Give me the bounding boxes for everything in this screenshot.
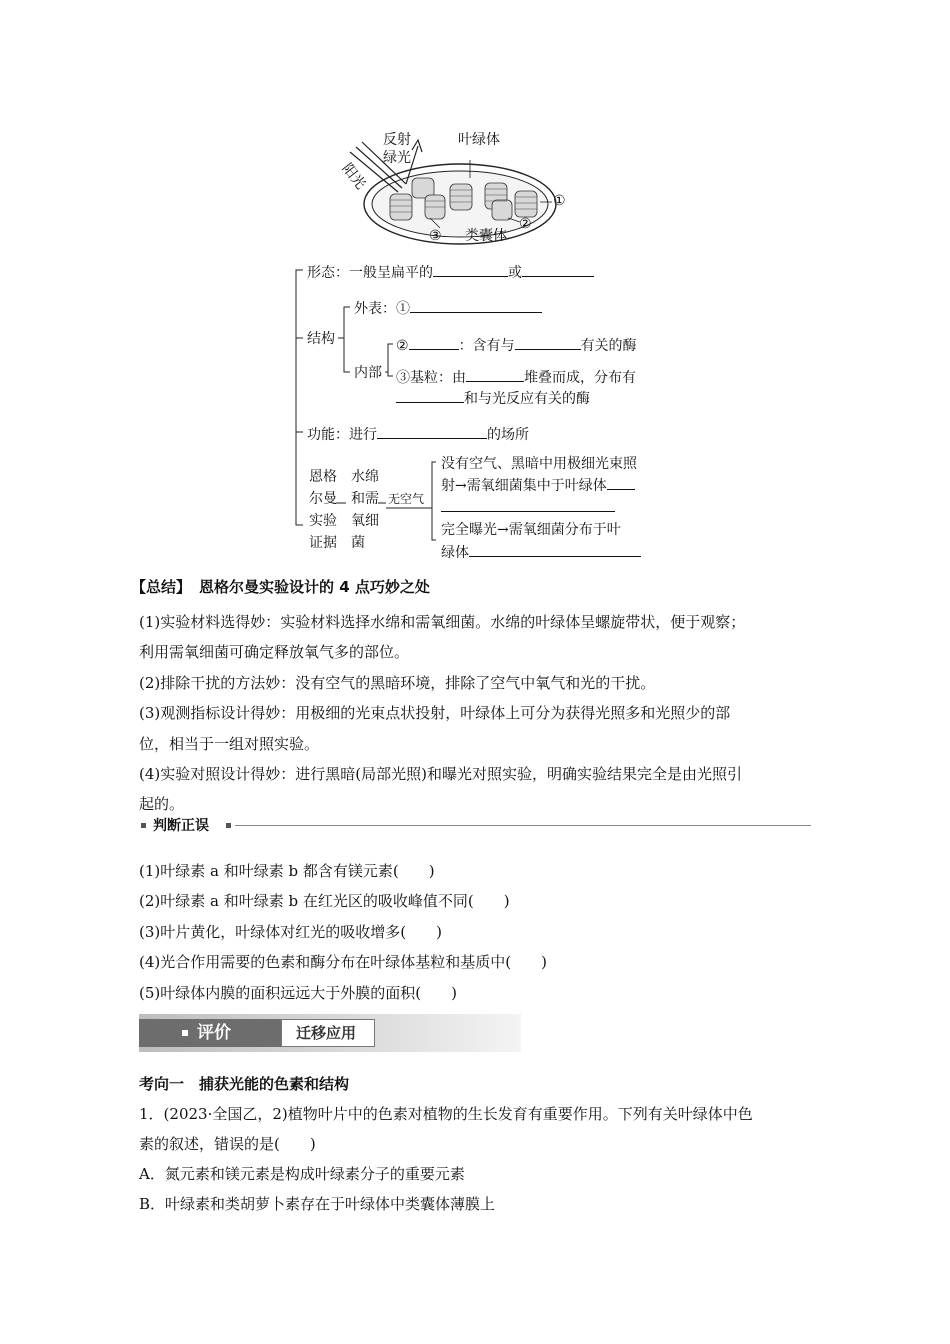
function-label: 功能： — [307, 427, 349, 443]
summary-line: (4)实验对照设计得妙：进行黑暗(局部光照)和曝光对照实验，明确实验结果完全是由光照引 — [139, 765, 742, 784]
q1-line1: 1．(2023·全国乙，2)植物叶片中的色素对植物的生长发育有重要作用。下列有关叶绿体中色 — [139, 1105, 753, 1123]
blank-function[interactable] — [377, 424, 487, 439]
blank-branch2[interactable] — [469, 542, 641, 557]
no-air-label: 无空气 — [388, 492, 425, 506]
eval-bullet — [182, 1030, 188, 1036]
blank-outer[interactable] — [410, 298, 542, 313]
branch1-line3-row — [441, 497, 615, 517]
judge-list — [139, 856, 547, 1008]
eval-right-box — [281, 1019, 375, 1047]
function-text-a: 进行 — [349, 427, 377, 443]
judge-item: (2)叶绿素 a 和叶绿素 b 在红光区的吸收峰值不同( ) — [139, 892, 510, 911]
summary-line: 起的。 — [139, 795, 185, 814]
structure-label: 结构 — [307, 331, 335, 347]
morphology-label: 形态： — [307, 265, 349, 281]
label-mark-2: ② — [519, 216, 532, 232]
outer-row — [354, 298, 542, 318]
branch2-line2-row — [441, 542, 641, 562]
branch2-line1: 完全曝光→需氧细菌分布于叶 — [441, 522, 621, 538]
inner-2-text-b: 有关的酶 — [580, 338, 637, 354]
morphology-row — [307, 262, 594, 282]
engelmann-col1-line: 恩格 — [309, 469, 337, 485]
inner-2-row — [396, 335, 637, 355]
branch1-line2: 射→需氧细菌集中于叶绿体 — [441, 478, 607, 494]
label-thylakoid: 类囊体 — [465, 228, 507, 244]
label-sunlight: 阳光 — [338, 160, 369, 193]
blank-morphology-2[interactable] — [522, 262, 594, 277]
summary-line: (1)实验材料选得妙：实验材料选择水绵和需氧细菌。水绵的叶绿体呈螺旋带状，便于观察； — [139, 613, 746, 631]
engelmann-col2-line: 水绵 — [351, 469, 379, 485]
summary-line: (2)排除干扰的方法妙：没有空气的黑暗环境，排除了空气中氧气和光的干扰。 — [139, 673, 656, 692]
branch1-line2-row — [441, 475, 635, 495]
engelmann-col1-line: 证据 — [309, 535, 337, 551]
function-text-b: 的场所 — [487, 427, 529, 443]
label-chloroplast: 叶绿体 — [458, 132, 500, 148]
outer-label: 外表： — [354, 301, 396, 317]
label-green-light: 绿光 — [383, 150, 411, 166]
judge-item: (3)叶片黄化，叶绿体对红光的吸收增多( ) — [139, 922, 442, 941]
eval-banner — [139, 1014, 521, 1052]
judge-item: (5)叶绿体内膜的面积远远大于外膜的面积( ) — [139, 983, 457, 1002]
engelmann-col2-line: 菌 — [351, 535, 365, 551]
branch1-line1: 没有空气、黑暗中用极细光束照 — [441, 456, 637, 472]
engelmann-col1 — [309, 466, 339, 554]
option-b[interactable]: B．叶绿素和类胡萝卜素存在于叶绿体中类囊体薄膜上 — [139, 1195, 496, 1213]
inner-3-text-c: 和与光反应有关的酶 — [464, 391, 590, 407]
summary-line: 利用需氧细菌可确定释放氧气多的部位。 — [139, 643, 410, 662]
option-a[interactable]: A．氮元素和镁元素是构成叶绿素分子的重要元素 — [139, 1165, 465, 1183]
eval-right-label: 迁移应用 — [296, 1024, 357, 1042]
label-mark-1: ① — [553, 193, 566, 209]
judge-item: (1)叶绿素 a 和叶绿素 b 都含有镁元素( ) — [139, 862, 435, 880]
judge-title: 判断正误 — [153, 818, 209, 834]
judge-bullet-left — [141, 823, 146, 828]
blank-branch1b[interactable] — [441, 497, 615, 512]
label-reflect: 反射 — [383, 132, 411, 148]
blank-inner-2a[interactable] — [409, 335, 459, 350]
engelmann-col2 — [351, 466, 381, 554]
inner-2-mark: ② — [396, 338, 409, 354]
morphology-text-b: 或 — [508, 265, 522, 281]
q1-line2: 素的叙述，错误的是( ) — [139, 1135, 316, 1153]
summary-tag: 【总结】 — [131, 578, 192, 596]
inner-3-text-b: 堆叠而成，分布有 — [524, 370, 636, 386]
inner-3-row — [396, 367, 636, 387]
engelmann-col1-line: 实验 — [309, 513, 337, 529]
blank-inner-3a[interactable] — [466, 367, 524, 382]
judge-bullet-right — [226, 823, 231, 828]
blank-morphology-1[interactable] — [433, 262, 508, 277]
inner-2-text-a: ：含有与 — [458, 338, 515, 354]
summary-body — [139, 607, 745, 820]
blank-inner-2b[interactable] — [515, 335, 581, 350]
branch2-line2: 绿体 — [441, 545, 469, 561]
engelmann-col2-line: 氧细 — [351, 513, 379, 529]
blank-branch1a[interactable] — [607, 475, 635, 490]
judge-item: (4)光合作用需要的色素和酶分布在叶绿体基粒和基质中( ) — [139, 953, 547, 972]
section-heading: 考向一 捕获光能的色素和结构 — [139, 1075, 350, 1093]
morphology-text-a: 一般呈扁平的 — [349, 265, 433, 281]
inner-label: 内部 — [354, 365, 382, 381]
summary-line: 位，相当于一组对照实验。 — [139, 734, 320, 753]
judge-divider — [235, 825, 811, 826]
summary-heading — [131, 577, 430, 597]
function-row — [307, 424, 529, 444]
blank-inner-3b[interactable] — [396, 388, 464, 403]
summary-title: 恩格尔曼实验设计的 4 点巧妙之处 — [199, 578, 430, 596]
inner-3-text-a: ③基粒：由 — [396, 370, 466, 386]
outer-mark: ① — [396, 301, 410, 317]
label-mark-3: ③ — [429, 228, 442, 244]
summary-line: (3)观测指标设计得妙：用极细的光束点状投射，叶绿体上可分为获得光照多和光照少的部 — [139, 704, 731, 723]
engelmann-col1-line: 尔曼 — [309, 491, 337, 507]
engelmann-col2-line: 和需 — [351, 491, 379, 507]
inner-3-row-2 — [396, 388, 590, 408]
eval-left-label: 评价 — [197, 1023, 231, 1043]
